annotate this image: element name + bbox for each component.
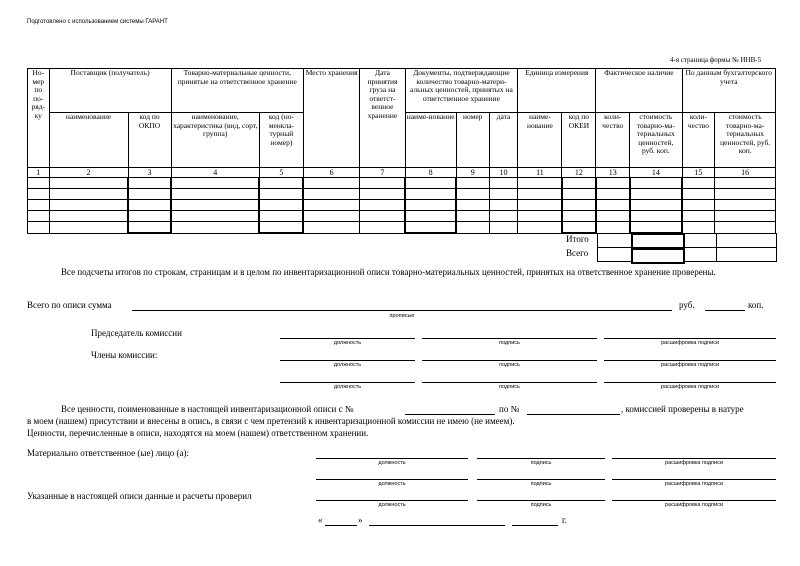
chairman-signature-line[interactable] xyxy=(422,338,597,339)
values-line2: в моем (нашем) присутствии и внесены в опись, в связи с чем претензий к инвентаризационной комиссии не имею (не имеем). xyxy=(27,416,515,426)
kop-label: коп. xyxy=(748,300,764,310)
resp1-position-line[interactable] xyxy=(316,458,468,459)
from-number-line[interactable] xyxy=(405,414,495,415)
chairman-label: Председатель комиссии xyxy=(91,328,182,338)
col-number: 7 xyxy=(360,168,405,178)
values-line1-a: Все ценности, поименованные в настоящей инвентаризационной описи с № xyxy=(61,404,354,414)
totals-vsego-label: Всего xyxy=(566,248,589,258)
members-label: Члены комиссии: xyxy=(91,350,158,360)
header-book-qty: коли-чество xyxy=(682,113,715,168)
header-book-cost: стоимость товарно-ма-териальных ценностей, руб. коп. xyxy=(715,113,776,168)
caption-position: должность xyxy=(333,384,362,390)
header-place: Место хранения xyxy=(303,69,359,168)
caption-decoding: расшифровка подписи xyxy=(660,340,720,346)
kop-line[interactable] xyxy=(705,310,745,311)
resp2-position-line[interactable] xyxy=(316,479,468,480)
caption-signature: подпись xyxy=(530,460,552,466)
caption-signature: подпись xyxy=(530,502,552,508)
date-close-quote: » xyxy=(358,515,363,525)
header-supplier-name: наименование xyxy=(49,113,128,168)
header-goods: Товарно-материальные ценности, принятые на ответственное хранение xyxy=(171,69,303,113)
totals-itogo-label: Итого xyxy=(566,234,589,244)
caption-decoding: расшифровка подписи xyxy=(664,481,724,487)
table-row xyxy=(28,222,776,234)
inventory-table xyxy=(27,68,776,234)
sum-line[interactable] xyxy=(132,310,672,311)
col-number: 9 xyxy=(456,168,489,178)
itogo-qty-cell xyxy=(597,233,632,248)
verifier-signature-line[interactable] xyxy=(477,500,605,501)
col-number: 12 xyxy=(562,168,596,178)
col-number: 16 xyxy=(715,168,776,178)
caption-decoding: расшифровка подписи xyxy=(664,502,724,508)
vsego-cost-cell xyxy=(631,247,685,264)
member1-signature-line[interactable] xyxy=(422,360,597,361)
header-actual-qty: коли-чество xyxy=(596,113,630,168)
col-number: 4 xyxy=(171,168,259,178)
caption-position: должность xyxy=(378,502,406,508)
col-number: 2 xyxy=(49,168,128,178)
member1-decoding-line[interactable] xyxy=(604,360,776,361)
header-actual: Фактическое наличие xyxy=(596,69,682,113)
itogo-book-cost-cell xyxy=(716,233,777,248)
caption-decoding: расшифровка подписи xyxy=(664,460,724,466)
caption-position: должность xyxy=(333,340,362,346)
header-supplier-okpo: код по ОКПО xyxy=(128,113,171,168)
resp1-decoding-line[interactable] xyxy=(612,458,776,459)
chairman-position-line[interactable] xyxy=(280,338,415,339)
values-line1-b: по № xyxy=(499,404,520,414)
date-open-quote: « xyxy=(318,515,323,525)
vsego-qty-cell xyxy=(597,247,632,262)
caption-position: должность xyxy=(333,362,362,368)
col-number: 15 xyxy=(682,168,715,178)
table-row xyxy=(28,189,776,200)
table-row xyxy=(28,178,776,189)
responsible-label: Материально ответственное (ые) лицо (а): xyxy=(27,448,190,458)
verified-label: Указанные в настоящей описи данные и расчеты проверил xyxy=(27,491,252,501)
header-goods-code: код (но-менкла-турный номер) xyxy=(259,113,303,168)
checked-statement: Все подсчеты итогов по строкам, страницам и в целом по инвентаризационной описи товарно-материальных ценностей, принятых на ответственное хранение проверены. xyxy=(61,267,716,277)
date-year-line[interactable] xyxy=(512,525,558,526)
garant-note: Подготовлено с использованием системы ГАРАНТ xyxy=(27,19,168,25)
table-row xyxy=(28,211,776,222)
sum-caption: прописью xyxy=(389,313,415,319)
sum-label: Всего по описи сумма xyxy=(27,300,112,310)
verifier-position-line[interactable] xyxy=(316,500,468,501)
table-row xyxy=(28,200,776,211)
caption-decoding: расшифровка подписи xyxy=(660,384,720,390)
resp1-signature-line[interactable] xyxy=(477,458,605,459)
date-month-line[interactable] xyxy=(369,525,505,526)
col-number: 11 xyxy=(518,168,562,178)
header-num: Но-мер по по-ряд-ку xyxy=(28,69,50,168)
caption-signature: подпись xyxy=(530,481,552,487)
header-docs-name: наиме-нование xyxy=(405,113,456,168)
caption-signature: подпись xyxy=(499,340,520,346)
caption-decoding: расшифровка подписи xyxy=(660,362,720,368)
verifier-decoding-line[interactable] xyxy=(612,500,776,501)
member2-signature-line[interactable] xyxy=(422,382,597,383)
header-unit-name: наиме-нование xyxy=(518,113,562,168)
form-page-label: 4-я страница формы № ИНВ-5 xyxy=(670,56,762,64)
vsego-book-cost-cell xyxy=(716,247,777,262)
header-goods-name: наименование, характеристика (вид, сорт, группа) xyxy=(171,113,259,168)
col-number: 10 xyxy=(489,168,518,178)
col-number: 1 xyxy=(28,168,50,178)
header-docs-date: дата xyxy=(489,113,518,168)
resp2-decoding-line[interactable] xyxy=(612,479,776,480)
col-number: 5 xyxy=(259,168,303,178)
col-number: 3 xyxy=(128,168,171,178)
member1-position-line[interactable] xyxy=(280,360,415,361)
header-unit-okei: код по ОКЕИ xyxy=(562,113,596,168)
header-docs-number: номер xyxy=(456,113,489,168)
chairman-decoding-line[interactable] xyxy=(604,338,776,339)
date-day-line[interactable] xyxy=(325,525,357,526)
vsego-book-qty-cell xyxy=(684,247,717,262)
col-number: 6 xyxy=(303,168,359,178)
caption-signature: подпись xyxy=(499,384,520,390)
values-line3: Ценности, перечисленные в описи, находятся на моем (нашем) ответственном хранении. xyxy=(27,428,369,438)
col-number: 8 xyxy=(405,168,456,178)
member2-position-line[interactable] xyxy=(280,382,415,383)
member2-decoding-line[interactable] xyxy=(604,382,776,383)
header-book: По данным бухгалтерского учета xyxy=(682,69,776,113)
caption-position: должность xyxy=(378,481,406,487)
header-actual-cost: стоимость товарно-ма-териальных ценностей, руб. коп. xyxy=(630,113,682,168)
col-number: 14 xyxy=(630,168,682,178)
header-docs: Документы, подтверждающие количество товарно-матери-альных ценностей, принятых на ответственное хранение xyxy=(405,69,518,113)
itogo-book-qty-cell xyxy=(684,233,717,248)
caption-signature: подпись xyxy=(499,362,520,368)
header-date: Дата принятия груза на ответст-венное хранение xyxy=(360,69,405,168)
rub-label: руб. xyxy=(679,300,695,310)
caption-position: должность xyxy=(378,460,406,466)
header-supplier: Поставщик (получатель) xyxy=(49,69,171,113)
col-number: 13 xyxy=(596,168,630,178)
year-suffix: г. xyxy=(562,515,567,525)
values-line1-c: , комиссией проверены в натуре xyxy=(621,404,744,414)
resp2-signature-line[interactable] xyxy=(477,479,605,480)
header-unit: Единица измерения xyxy=(518,69,596,113)
to-number-line[interactable] xyxy=(527,414,620,415)
